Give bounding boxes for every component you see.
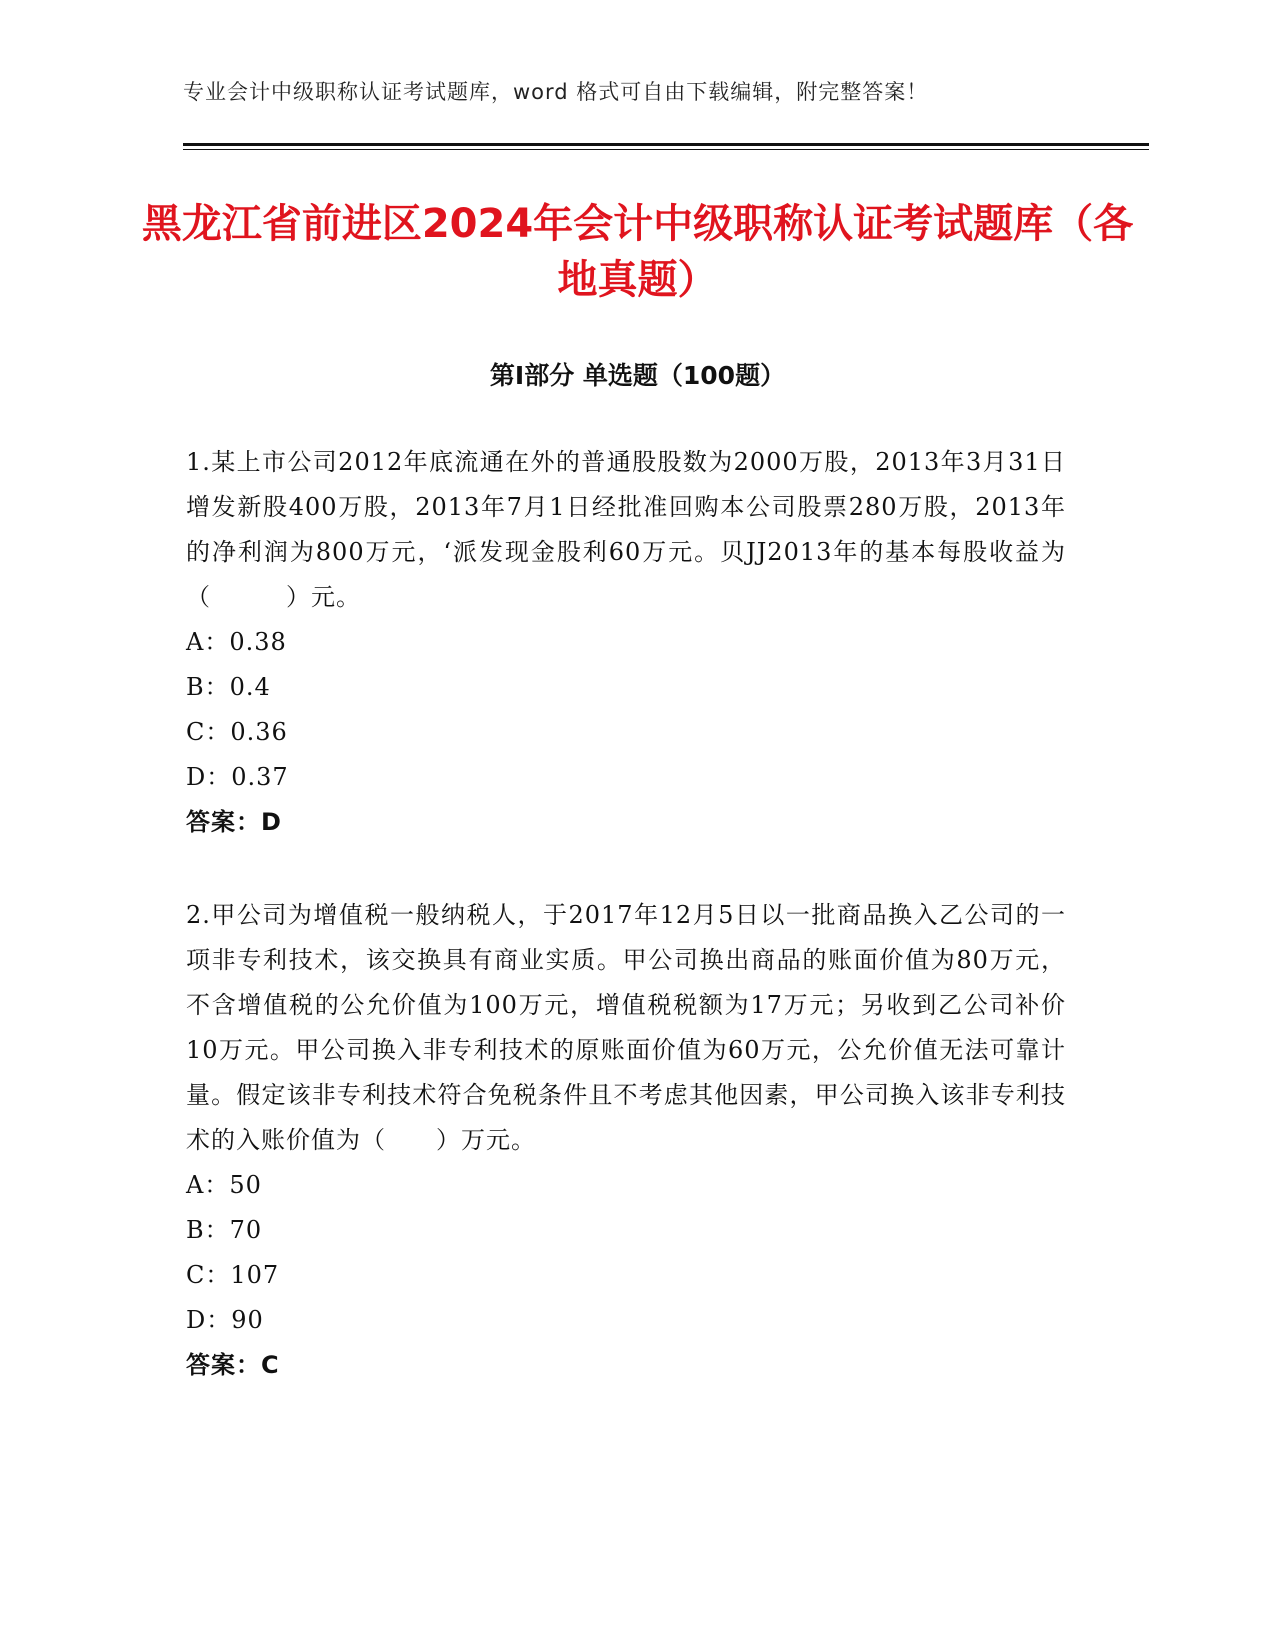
answer-label: 答案：D <box>186 808 282 836</box>
header-divider-thick <box>183 143 1149 146</box>
option-c: C：107 <box>186 1261 280 1289</box>
option-d: D：90 <box>186 1306 264 1334</box>
option-b: B：0.4 <box>186 673 271 701</box>
option-b: B：70 <box>186 1216 263 1244</box>
answer-label: 答案：C <box>186 1351 280 1379</box>
header-divider-thin <box>183 149 1149 150</box>
question-stem: 1.某上市公司2012年底流通在外的普通股股数为2000万股，2013年3月31日增发新股400万股，2013年7月1日经批准回购本公司股票280万股，2013年的净利润为800万元，‘派发现金股利60万元。贝JJ2013年的基本每股收益为（ ）元。 <box>186 448 1066 611</box>
option-a: A：50 <box>186 1171 262 1199</box>
question-1 <box>186 440 1066 845</box>
document-title: 黑龙江省前进区2024年会计中级职称认证考试题库（各地真题） <box>141 201 1134 303</box>
option-c: C：0.36 <box>186 718 288 746</box>
option-a: A：0.38 <box>186 628 287 656</box>
section-title: 第Ⅰ部分 单选题（100题） <box>489 361 786 390</box>
option-d: D：0.37 <box>186 763 289 791</box>
question-stem: 2.甲公司为增值税一般纳税人，于2017年12月5日以一批商品换入乙公司的一项非专利技术，该交换具有商业实质。甲公司换出商品的账面价值为80万元，不含增值税的公允价值为100万元，增值税税额为17万元；另收到乙公司补价10万元。甲公司换入非专利技术的原账面价值为60万元，公允价值无法可靠计量。假定该非专利技术符合免税条件且不考虑其他因素，甲公司换入该非专利技术的入账价值为（ ）万元。 <box>186 901 1066 1154</box>
question-2 <box>186 893 1066 1388</box>
header-note: 专业会计中级职称认证考试题库，word 格式可自由下载编辑，附完整答案！ <box>183 80 929 104</box>
